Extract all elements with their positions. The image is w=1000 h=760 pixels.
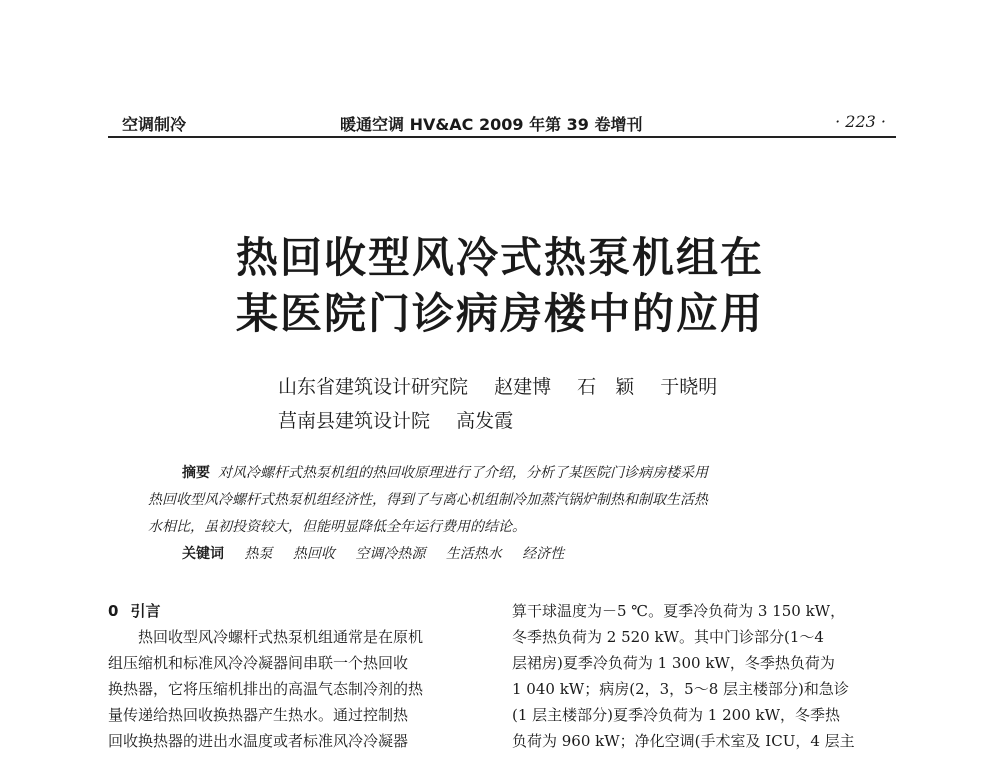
- keyword: 热回收: [292, 546, 335, 562]
- body-line: 换热器，它将压缩机排出的高温气态制冷剂的热: [108, 680, 424, 698]
- body-line: 负荷为 960 kW；净化空调(手术室及 ICU，4 层主: [512, 732, 855, 750]
- keywords-label: 关键词: [182, 546, 224, 562]
- institution: 莒南县建筑设计院: [278, 410, 431, 432]
- keywords: [148, 541, 860, 568]
- page-number: · 223 ·: [835, 112, 886, 131]
- body-line: (1 层主楼部分)夏季冷负荷为 1 200 kW，冬季热: [512, 706, 841, 724]
- abstract-line: 热回收型风冷螺杆式热泵机组经济性，得到了与离心机组制冷加蒸汽锅炉制热和制取生活热: [148, 492, 708, 508]
- running-header: [108, 112, 896, 136]
- body-column-left: [108, 598, 488, 754]
- title-line-1: 热回收型风冷式热泵机组在: [235, 233, 764, 282]
- section-label: 空调制冷: [122, 115, 187, 134]
- body-line: 量传递给热回收换热器产生热水。通过控制热: [108, 706, 409, 724]
- body-line: 组压缩机和标准风冷冷凝器间串联一个热回收: [108, 654, 409, 672]
- keyword: 经济性: [522, 546, 565, 562]
- section-heading: [108, 598, 488, 624]
- section-number: 0: [108, 602, 119, 620]
- body-line: 回收换热器的进出水温度或者标准风冷冷凝器: [108, 732, 409, 750]
- body-line: 1 040 kW；病房(2，3，5～8 层主楼部分)和急诊: [512, 680, 849, 698]
- body-column-right: [512, 598, 892, 754]
- body-line: 热回收型风冷螺杆式热泵机组通常是在原机: [108, 628, 424, 646]
- abstract-line: 对风冷螺杆式热泵机组的热回收原理进行了介绍，分析了某医院门诊病房楼采用: [218, 465, 708, 481]
- body-line: 层裙房)夏季冷负荷为 1 300 kW，冬季热负荷为: [512, 654, 835, 672]
- body-line: 算干球温度为－5 ℃。夏季冷负荷为 3 150 kW，: [512, 602, 846, 620]
- keyword: 空调冷热源: [355, 546, 426, 562]
- keyword: 生活热水: [445, 546, 502, 562]
- institution: 山东省建筑设计研究院: [278, 376, 469, 398]
- author-line-2: [278, 406, 533, 433]
- author-name: 于晓明: [660, 376, 718, 398]
- body-line: 冬季热负荷为 2 520 kW。其中门诊部分(1～4: [512, 628, 824, 646]
- title-line-2: 某医院门诊病房楼中的应用: [235, 289, 764, 338]
- section-title: 引言: [130, 602, 161, 620]
- author-name: 石 颖: [577, 376, 635, 398]
- author-line-1: [278, 372, 737, 399]
- abstract-line: 水相比，虽初投资较大，但能明显降低全年运行费用的结论。: [148, 519, 526, 535]
- abstract: [148, 460, 860, 568]
- journal-info: 暖通空调 HV&AC 2009 年第 39 卷增刊: [340, 115, 643, 134]
- article-title: [150, 230, 850, 342]
- keyword: 热泵: [244, 546, 273, 562]
- author-name: 高发霞: [456, 410, 514, 432]
- header-rule: [108, 136, 896, 138]
- author-name: 赵建博: [494, 376, 552, 398]
- abstract-label: 摘要: [182, 465, 210, 481]
